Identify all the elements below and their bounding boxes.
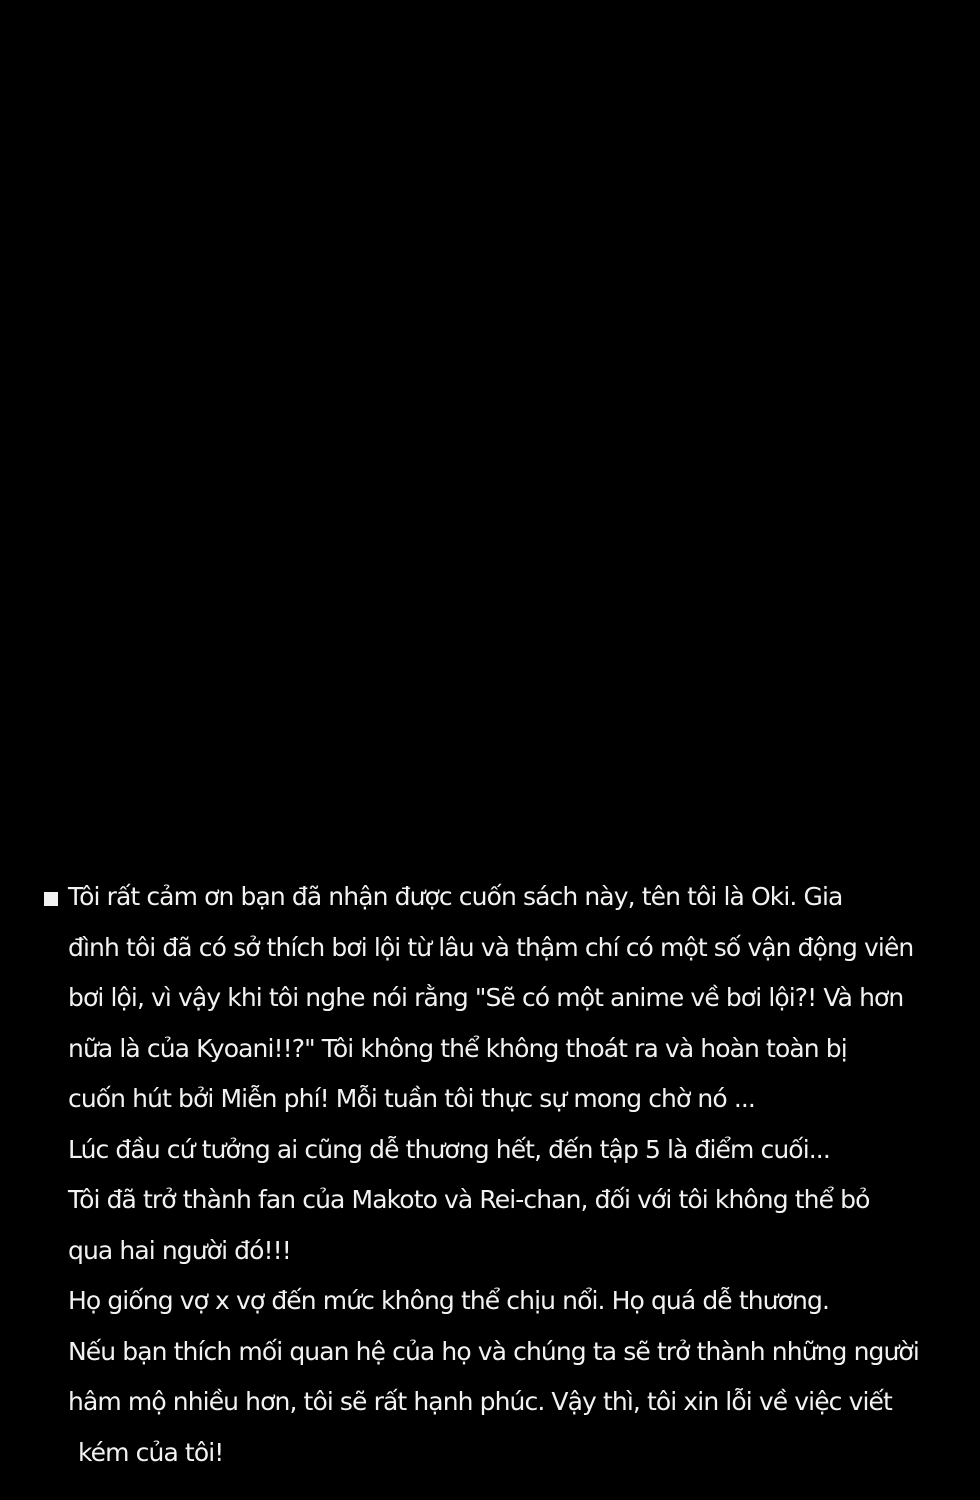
note-line-9: Họ giống vợ x vợ đến mức không thể chịu nổi. Họ quá dễ thương. [68, 1286, 829, 1315]
author-note-text [68, 872, 938, 1478]
note-line-11: hâm mộ nhiều hơn, tôi sẽ rất hạnh phúc. Vậy thì, tôi xin lỗi về việc viết [68, 1387, 892, 1416]
note-line-7: Tôi đã trở thành fan của Makoto và Rei-chan, đối với tôi không thể bỏ [68, 1185, 870, 1214]
note-line-12: kém của tôi! [78, 1437, 224, 1467]
note-line-1: Tôi rất cảm ơn bạn đã nhận được cuốn sách này, tên tôi là Oki. Gia [68, 882, 843, 911]
square-bullet-icon [44, 892, 58, 906]
note-line-8: qua hai người đó!!! [68, 1235, 291, 1265]
note-line-10: Nếu bạn thích mối quan hệ của họ và chúng ta sẽ trở thành những người [68, 1336, 919, 1366]
note-line-2: đình tôi đã có sở thích bơi lội từ lâu và thậm chí có một số vận động viên [68, 932, 914, 962]
note-line-5: cuốn hút bởi Miễn phí! Mỗi tuần tôi thực sự mong chờ nó ... [68, 1084, 755, 1113]
note-line-4: nữa là của Kyoani!!?" Tôi không thể không thoát ra và hoàn toàn bị [68, 1033, 847, 1063]
note-line-3: bơi lội, vì vậy khi tôi nghe nói rằng "Sẽ có một anime về bơi lội?! Và hơn [68, 983, 904, 1012]
note-line-6: Lúc đầu cứ tưởng ai cũng dễ thương hết, đến tập 5 là điểm cuối... [68, 1134, 830, 1164]
